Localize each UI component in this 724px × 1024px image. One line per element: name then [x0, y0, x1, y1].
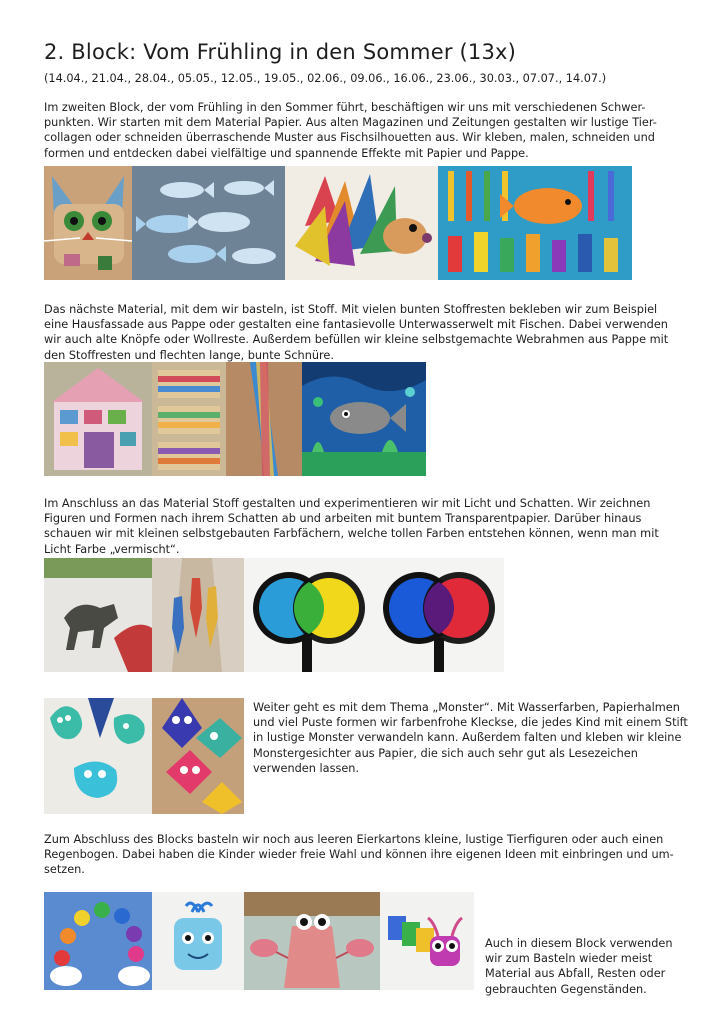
page-title: 2. Block: Vom Frühling in den Sommer (13x) — [44, 40, 517, 64]
underwater-fabric-photo — [302, 362, 426, 476]
paper-paragraph: Im zweiten Block, der vom Frühling in den Sommer führt, beschäftigen wir uns mit verschiedenen Schwer-punkten. Wir starten mit dem Material Papier. Aus alten Magazinen und Zeitungen gestalten wir lustige Tier-collagen oder schneiden überraschende Muster aus Fischsilhouetten aus. Wir kleben, malen, schneiden und formen und entdecken dabei vielfältige und spannende Effekte mit Papier und Pappe. — [44, 101, 657, 160]
eggbox-caterpillar-photo — [380, 892, 474, 990]
hedgehog-collage-photo — [285, 166, 438, 280]
figure-tracing-photo — [152, 558, 244, 672]
eggbox-paragraph: Zum Abschluss des Blocks basteln wir noch aus leeren Eierkartons kleine, lustige Tierfiguren oder auch einen Regenbogen. Dabei haben die Kinder wieder freie Wahl und können ihre eigenen Ideen mit einbringen und um-setzen. — [44, 833, 674, 877]
closing-paragraph: Auch in diesem Block verwenden wir zum Basteln wieder meist Material aus Abfall, Resten oder gebrauchten Gegenständen. — [485, 937, 673, 996]
monster-paragraph: Weiter geht es mit dem Thema „Monster“. Mit Wasserfarben, Papierhalmen und viel Puste formen wir farbenfrohe Kleckse, die jedes Kind mit einem Stift in lustige Monster verwandeln kann. Außerdem falten und kleben wir kleine Monstergesichter aus Papier, die sich auch sehr gut als Lesezeichen verwenden lassen. — [253, 701, 688, 775]
eggbox-crab-photo — [244, 892, 380, 990]
monster-bookmarks-photo — [152, 698, 244, 814]
animal-shadow-photo — [44, 558, 152, 672]
weaving-frames-photo — [152, 362, 226, 476]
fish-silhouettes-photo — [132, 166, 285, 280]
eggbox-whale-photo — [152, 892, 244, 990]
color-fan-purple-photo — [374, 558, 504, 672]
cat-collage-photo — [44, 166, 132, 280]
striped-fish-photo — [438, 166, 632, 280]
eggbox-rainbow-photo — [44, 892, 152, 990]
fabric-paragraph: Das nächste Material, mit dem wir basteln, ist Stoff. Mit vielen bunten Stoffresten bekleben wir zum Beispiel eine Hausfassade aus Pappe oder gestalten eine fantasievolle Unterwasserwelt mit Fischen. Dabei verwenden wir auch alte Knöpfe oder Wollreste. Außerdem befüllen wir kleine selbstgemachte Webrahmen aus Pappe mit den Stoffresten und flechten lange, bunte Schnüre. — [44, 303, 669, 362]
color-fan-green-photo — [244, 558, 374, 672]
light-paragraph: Im Anschluss an das Material Stoff gestalten und experimentieren wir mit Licht und Schatten. Wir zeichnen Figuren und Formen nach ihrem Schatten ab und arbeiten mit buntem Transparentpapier. Darüber hinaus schauen wir mit kleinen selbstgebauten Farbfächern, welche tollen Farben entstehen können, wenn man mit Licht Farbe „vermischt“. — [44, 497, 659, 556]
fabric-house-photo — [44, 362, 152, 476]
blot-monster-photo — [44, 698, 152, 814]
dates-line: (14.04., 21.04., 28.04., 05.05., 12.05., 19.05., 02.06., 09.06., 16.06., 23.06., 30.03., 07.07., 14.07.) — [44, 72, 607, 85]
braided-cord-photo — [226, 362, 302, 476]
